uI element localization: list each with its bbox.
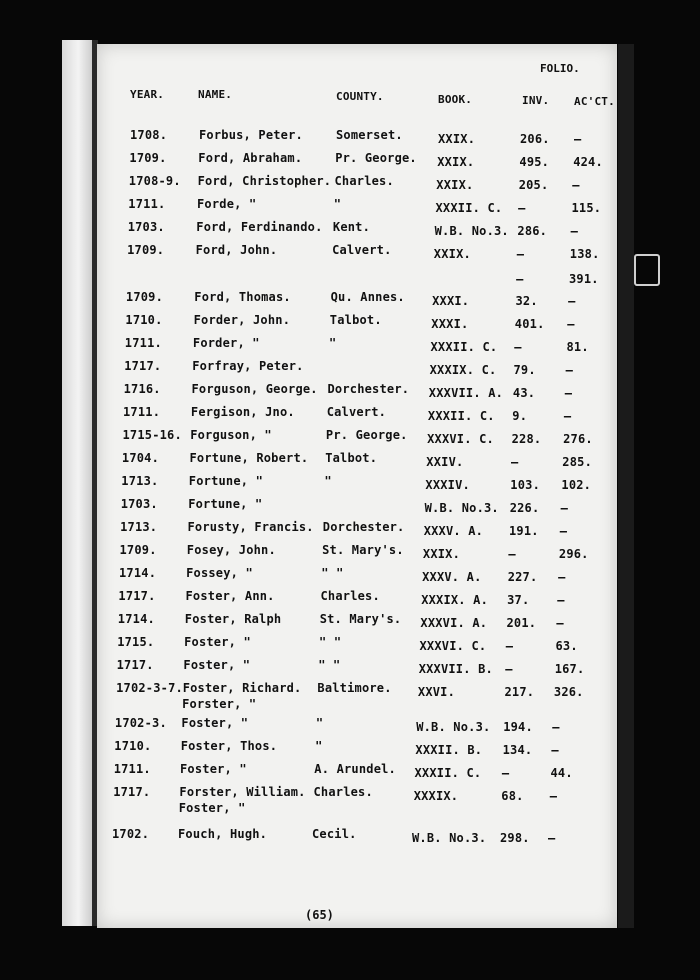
inv-cell: 103.	[510, 478, 540, 492]
acct-cell: —	[551, 743, 559, 757]
year-cell: 1702.	[112, 827, 150, 841]
book-cell: XXIX.	[436, 178, 474, 192]
county-cell: Pr. George.	[335, 151, 417, 165]
inv-cell: 228.	[511, 432, 542, 446]
county-cell: Charles.	[334, 174, 394, 188]
acct-cell: 391.	[569, 272, 599, 286]
year-cell: 1717.	[113, 785, 151, 799]
acct-cell: —	[570, 224, 579, 238]
county-cell: Kent.	[332, 220, 371, 234]
book-cell: XXXII. C.	[430, 340, 498, 354]
header-inv: INV.	[522, 94, 550, 107]
year-cell: 1709.	[127, 243, 165, 257]
inv-cell: —	[505, 639, 514, 653]
book-cell: W.B. No.3.	[424, 501, 499, 515]
county-cell: Cecil.	[312, 827, 357, 841]
acct-cell: 326.	[553, 685, 584, 699]
year-cell: 1711.	[124, 336, 162, 350]
acct-cell: 102.	[561, 478, 592, 492]
acct-cell: —	[572, 178, 580, 192]
book-cell: XXXIX. C.	[429, 363, 497, 377]
inv-cell: —	[508, 547, 516, 561]
inv-cell: 191.	[509, 524, 539, 538]
book-cell: XXXI.	[431, 317, 469, 331]
year-cell: 1709.	[129, 151, 167, 165]
county-cell: St. Mary's.	[322, 543, 404, 557]
acct-cell: —	[552, 720, 560, 734]
book-cell: XXXIV.	[425, 478, 470, 492]
book-cell: XXXVII. A.	[428, 386, 504, 400]
county-cell: "	[315, 739, 323, 753]
book-cell: XXXIX.	[413, 789, 459, 803]
county-cell: Charles.	[313, 785, 373, 799]
name-cell: Foster, Thos.	[180, 739, 278, 753]
name-cell: Forder, John.	[193, 313, 291, 327]
acct-cell: —	[556, 616, 564, 630]
acct-cell: —	[568, 294, 576, 308]
book-cell: XXXII. C.	[435, 201, 503, 215]
book-cell: XXXVI. C.	[427, 432, 494, 446]
county-cell: Pr. George.	[325, 428, 408, 442]
inv-cell: —	[514, 340, 522, 354]
name-cell: Foster, Ralph	[184, 612, 282, 626]
header-acct: AC'CT.	[574, 95, 615, 108]
book-cell: XXXVI. C.	[419, 639, 487, 653]
county-cell: Dorchester.	[322, 520, 405, 534]
book-cell: XXXVI. A.	[420, 616, 488, 630]
year-cell: 1717.	[116, 658, 154, 672]
name-cell: Forusty, Francis.	[187, 520, 314, 534]
county-cell: Charles.	[320, 589, 380, 603]
book-cell: XXXII. C.	[414, 766, 482, 780]
acct-cell: 424.	[573, 155, 603, 169]
inv-cell: 205.	[518, 178, 549, 192]
acct-cell: 44.	[550, 766, 573, 780]
year-cell: 1710.	[125, 313, 163, 327]
book-cell: XXXI.	[432, 294, 470, 308]
name-cell: Fortune, Robert.	[189, 451, 309, 465]
book-cell: XXIX.	[422, 547, 461, 561]
acct-cell: 138.	[569, 247, 600, 261]
year-cell: 1715-16.	[122, 428, 182, 442]
book-cell: XXXV. A.	[423, 524, 484, 538]
county-cell: Dorchester.	[327, 382, 410, 396]
year-cell: 1703.	[127, 220, 165, 234]
page-number: (65)	[305, 908, 334, 922]
name-cell: Foster, "	[180, 762, 247, 776]
book-cell: XXVI.	[417, 685, 456, 699]
county-cell: A. Arundel.	[314, 762, 396, 776]
inv-cell: 194.	[503, 720, 533, 734]
inv-cell: 43.	[512, 386, 536, 400]
year-cell: 1710.	[114, 739, 152, 753]
acct-cell: —	[557, 593, 565, 607]
book-cell: W.B. No.3.	[434, 224, 509, 238]
acct-cell: —	[567, 317, 575, 331]
inv-cell: 201.	[506, 616, 537, 630]
year-cell: 1717.	[124, 359, 162, 373]
year-cell: 1709.	[119, 543, 157, 557]
year-cell: 1708-9.	[128, 174, 181, 188]
header-name: NAME.	[198, 88, 233, 101]
year-cell: 1714.	[117, 612, 155, 626]
acct-cell: —	[565, 363, 574, 377]
acct-cell: 167.	[554, 662, 585, 676]
acct-cell: —	[563, 409, 572, 423]
inv-cell: —	[518, 201, 526, 215]
book-cell: XXXII. C.	[427, 409, 495, 423]
inv-cell: —	[516, 272, 524, 286]
book-cell: XXIX.	[437, 155, 475, 169]
inv-cell: 298.	[500, 831, 530, 845]
page-edge	[618, 44, 634, 928]
acct-cell: 63.	[555, 639, 578, 653]
name-cell: Fosey, John.	[186, 543, 276, 557]
county-cell: Talbot.	[325, 451, 378, 465]
name-cell: Ford, John.	[195, 243, 278, 257]
inv-cell: —	[516, 247, 525, 261]
name-cell: Forfray, Peter.	[192, 359, 304, 373]
county-cell: Somerset.	[336, 128, 403, 142]
name-cell: Ford, Abraham.	[198, 151, 303, 165]
county-cell: Baltimore.	[317, 681, 392, 695]
year-cell: 1702-3.	[114, 716, 167, 730]
header-county: COUNTY.	[336, 90, 384, 103]
name-cell: Foster, Ann.	[185, 589, 275, 603]
year-cell: 1711.	[123, 405, 161, 419]
year-cell: 1713.	[120, 520, 158, 534]
county-cell: Calvert.	[332, 243, 392, 257]
county-cell: " "	[318, 658, 341, 672]
acct-cell: 115.	[571, 201, 602, 215]
year-cell: 1708.	[130, 128, 168, 142]
folio-label: FOLIO.	[540, 62, 580, 75]
inv-cell: —	[505, 662, 513, 676]
county-cell: Qu. Annes.	[330, 290, 405, 304]
acct-cell: —	[574, 132, 582, 146]
county-cell: Talbot.	[329, 313, 382, 327]
name-cell: Forder, "	[192, 336, 260, 350]
inv-cell: 495.	[519, 155, 550, 169]
name-cell: Forster, William.	[179, 785, 306, 799]
name-cell: Ford, Thomas.	[194, 290, 291, 304]
county-cell: " "	[319, 635, 342, 649]
name-cell: Fortune, "	[188, 497, 263, 511]
binder-clip	[634, 254, 660, 286]
acct-cell: —	[549, 789, 558, 803]
acct-cell: —	[548, 831, 556, 845]
year-cell: 1713.	[121, 474, 159, 488]
book-cell: XXIX.	[433, 247, 471, 261]
name-cell: Forbus, Peter.	[199, 128, 303, 142]
year-cell: 1703.	[120, 497, 158, 511]
name-cell: Foster, "	[184, 635, 251, 649]
year-cell: 1716.	[123, 382, 161, 396]
book-cell: W.B. No.3.	[412, 831, 487, 845]
acct-cell: —	[560, 501, 569, 515]
inv-cell: 68.	[501, 789, 524, 803]
inv-cell: 206.	[520, 132, 550, 146]
header-book: BOOK.	[438, 93, 473, 106]
inv-cell: 401.	[514, 317, 545, 331]
book-cell: W.B. No.3.	[416, 720, 491, 734]
year-cell: 1704.	[121, 451, 160, 465]
acct-cell: 296.	[558, 547, 589, 561]
inv-cell: 217.	[504, 685, 535, 699]
book-cell: XXXV. A.	[422, 570, 482, 584]
county-cell: "	[333, 197, 342, 211]
inv-cell: 286.	[517, 224, 548, 238]
county-cell: "	[315, 716, 324, 730]
name-cell: Foster, Richard.	[182, 681, 302, 695]
book-cell: XXXVII. B.	[418, 662, 493, 676]
name-cell: Forguson, "	[190, 428, 272, 442]
acct-cell: 285.	[562, 455, 592, 469]
year-cell: 1711.	[113, 762, 151, 776]
county-cell: Calvert.	[326, 405, 387, 419]
acct-cell: 276.	[563, 432, 593, 446]
book-cell: XXIX.	[438, 132, 476, 146]
name-cell: Forguson, George.	[191, 382, 318, 396]
inv-cell: —	[501, 766, 510, 780]
header-year: YEAR.	[130, 88, 165, 101]
book-cell: XXXIX. A.	[421, 593, 489, 607]
year-cell: 1709.	[125, 290, 164, 304]
county-cell: St. Mary's.	[319, 612, 402, 626]
acct-cell: —	[564, 386, 573, 400]
acct-cell: —	[558, 570, 566, 584]
book-cell: XXXII. B.	[415, 743, 483, 757]
name-cell: Foster, "	[178, 801, 246, 815]
name-cell: Fossey, "	[186, 566, 253, 580]
acct-cell: —	[559, 524, 568, 538]
year-cell: 1711.	[128, 197, 166, 211]
year-cell: 1717.	[118, 589, 156, 603]
inv-cell: 9.	[512, 409, 528, 423]
name-cell: Fortune, "	[188, 474, 264, 488]
year-cell: 1702-3-7.	[116, 681, 183, 695]
year-cell: 1714.	[119, 566, 157, 580]
inv-cell: 79.	[513, 363, 536, 377]
name-cell: Foster, "	[181, 716, 249, 730]
acct-cell: 81.	[566, 340, 589, 354]
inv-cell: 134.	[502, 743, 533, 757]
name-cell: Fouch, Hugh.	[178, 827, 268, 841]
name-cell: Ford, Ferdinando.	[196, 220, 323, 234]
inv-cell: 227.	[507, 570, 538, 584]
name-cell: Ford, Christopher.	[197, 174, 332, 188]
county-cell: "	[324, 474, 332, 488]
inv-cell: 37.	[507, 593, 530, 607]
inv-cell: 32.	[515, 294, 538, 308]
inv-cell: 226.	[509, 501, 540, 515]
book-cell: XXIV.	[426, 455, 464, 469]
name-cell: Fergison, Jno.	[190, 405, 295, 419]
county-cell: "	[329, 336, 337, 350]
name-cell: Forster, "	[182, 697, 257, 711]
name-cell: Foster, "	[183, 658, 251, 672]
name-cell: Forde, "	[197, 197, 257, 211]
inv-cell: —	[511, 455, 519, 469]
year-cell: 1715.	[117, 635, 155, 649]
county-cell: " "	[321, 566, 344, 580]
